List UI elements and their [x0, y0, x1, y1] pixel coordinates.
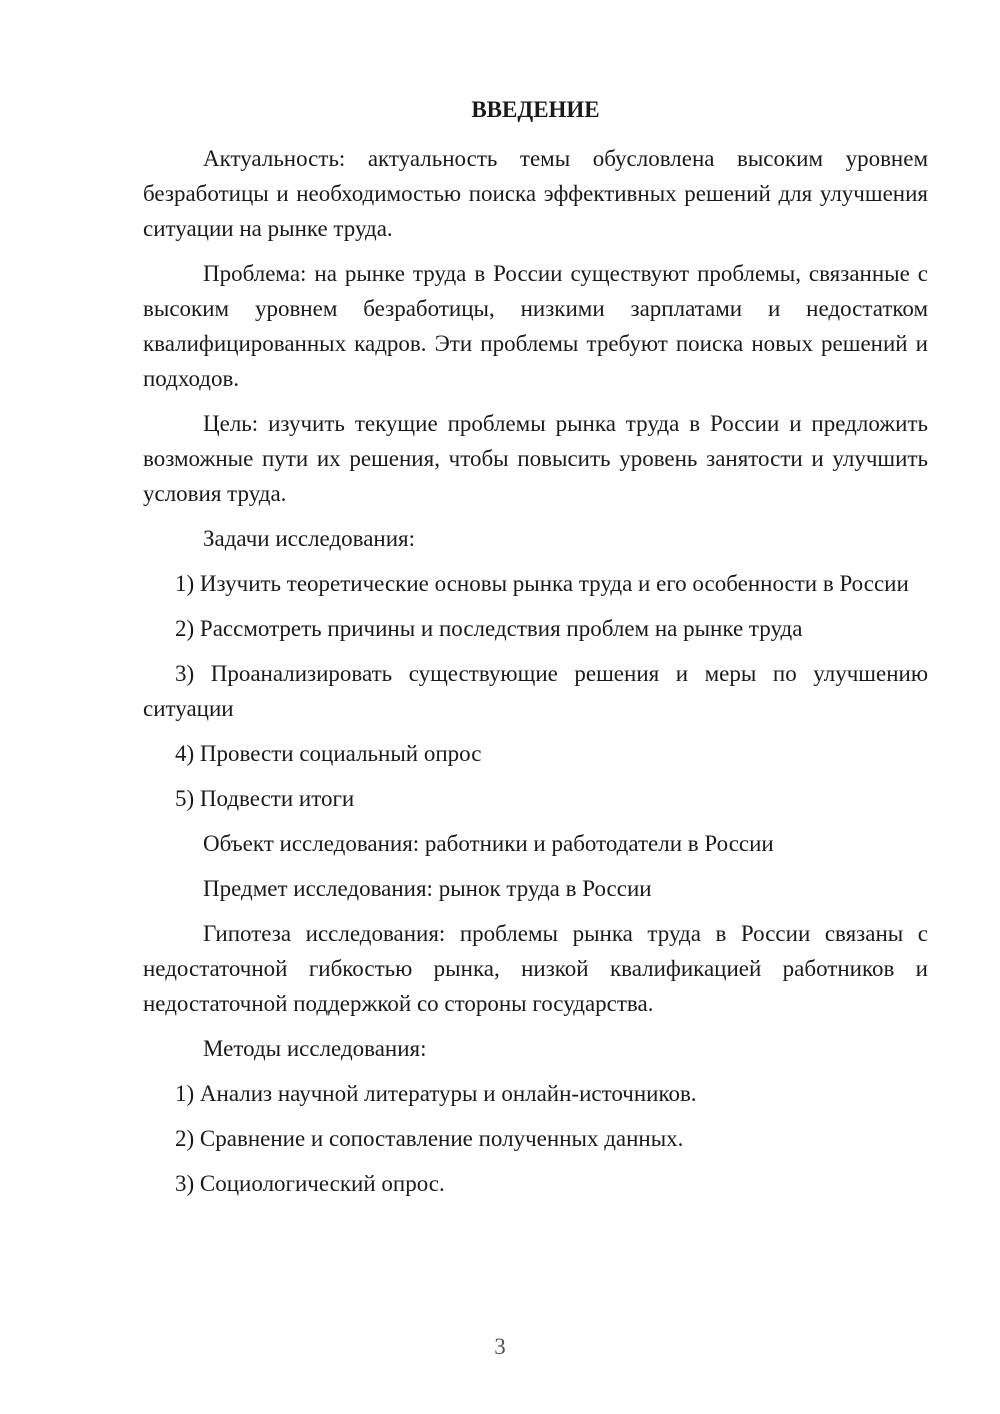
tasks-heading: Задачи исследования: [203, 526, 416, 551]
problem-paragraph: Проблема: на рынке труда в России существуют проблемы, связанные с высоким уровнем безработицы, низкими зарплатами и недостатком квалифицированных кадров. Эти проблемы требуют поиска новых решений и подходов. [143, 261, 928, 391]
method-item: 2) Сравнение и сопоставление полученных данных. [175, 1126, 684, 1151]
task-item: 2) Рассмотреть причины и последствия проблем на рынке труда [175, 616, 803, 641]
object-paragraph: Объект исследования: работники и работодатели в России [203, 831, 774, 856]
relevance-paragraph: Актуальность: актуальность темы обусловлена высоким уровнем безработицы и необходимостью поиска эффективных решений для улучшения ситуации на рынке труда. [143, 146, 928, 241]
methods-heading: Методы исследования: [203, 1036, 427, 1061]
method-item: 3) Социологический опрос. [175, 1171, 445, 1196]
section-title: ВВЕДЕНИЕ [471, 97, 600, 122]
hypothesis-paragraph: Гипотеза исследования: проблемы рынка труда в России связаны с недостаточной гибкостью рынка, низкой квалификацией работников и недостаточной поддержкой со стороны государства. [143, 921, 928, 1016]
method-item: 1) Анализ научной литературы и онлайн-источников. [175, 1081, 697, 1106]
subject-paragraph: Предмет исследования: рынок труда в России [203, 876, 652, 901]
task-item: 5) Подвести итоги [175, 786, 355, 811]
task-item: 3) Проанализировать существующие решения и меры по улучшению ситуации [143, 661, 928, 721]
page-number: 3 [494, 1334, 506, 1359]
task-item: 1) Изучить теоретические основы рынка труда и его особенности в России [175, 571, 909, 596]
goal-paragraph: Цель: изучить текущие проблемы рынка труда в России и предложить возможные пути их решения, чтобы повысить уровень занятости и улучшить условия труда. [143, 411, 928, 506]
task-item: 4) Провести социальный опрос [175, 741, 482, 766]
document-body [143, 92, 928, 1211]
